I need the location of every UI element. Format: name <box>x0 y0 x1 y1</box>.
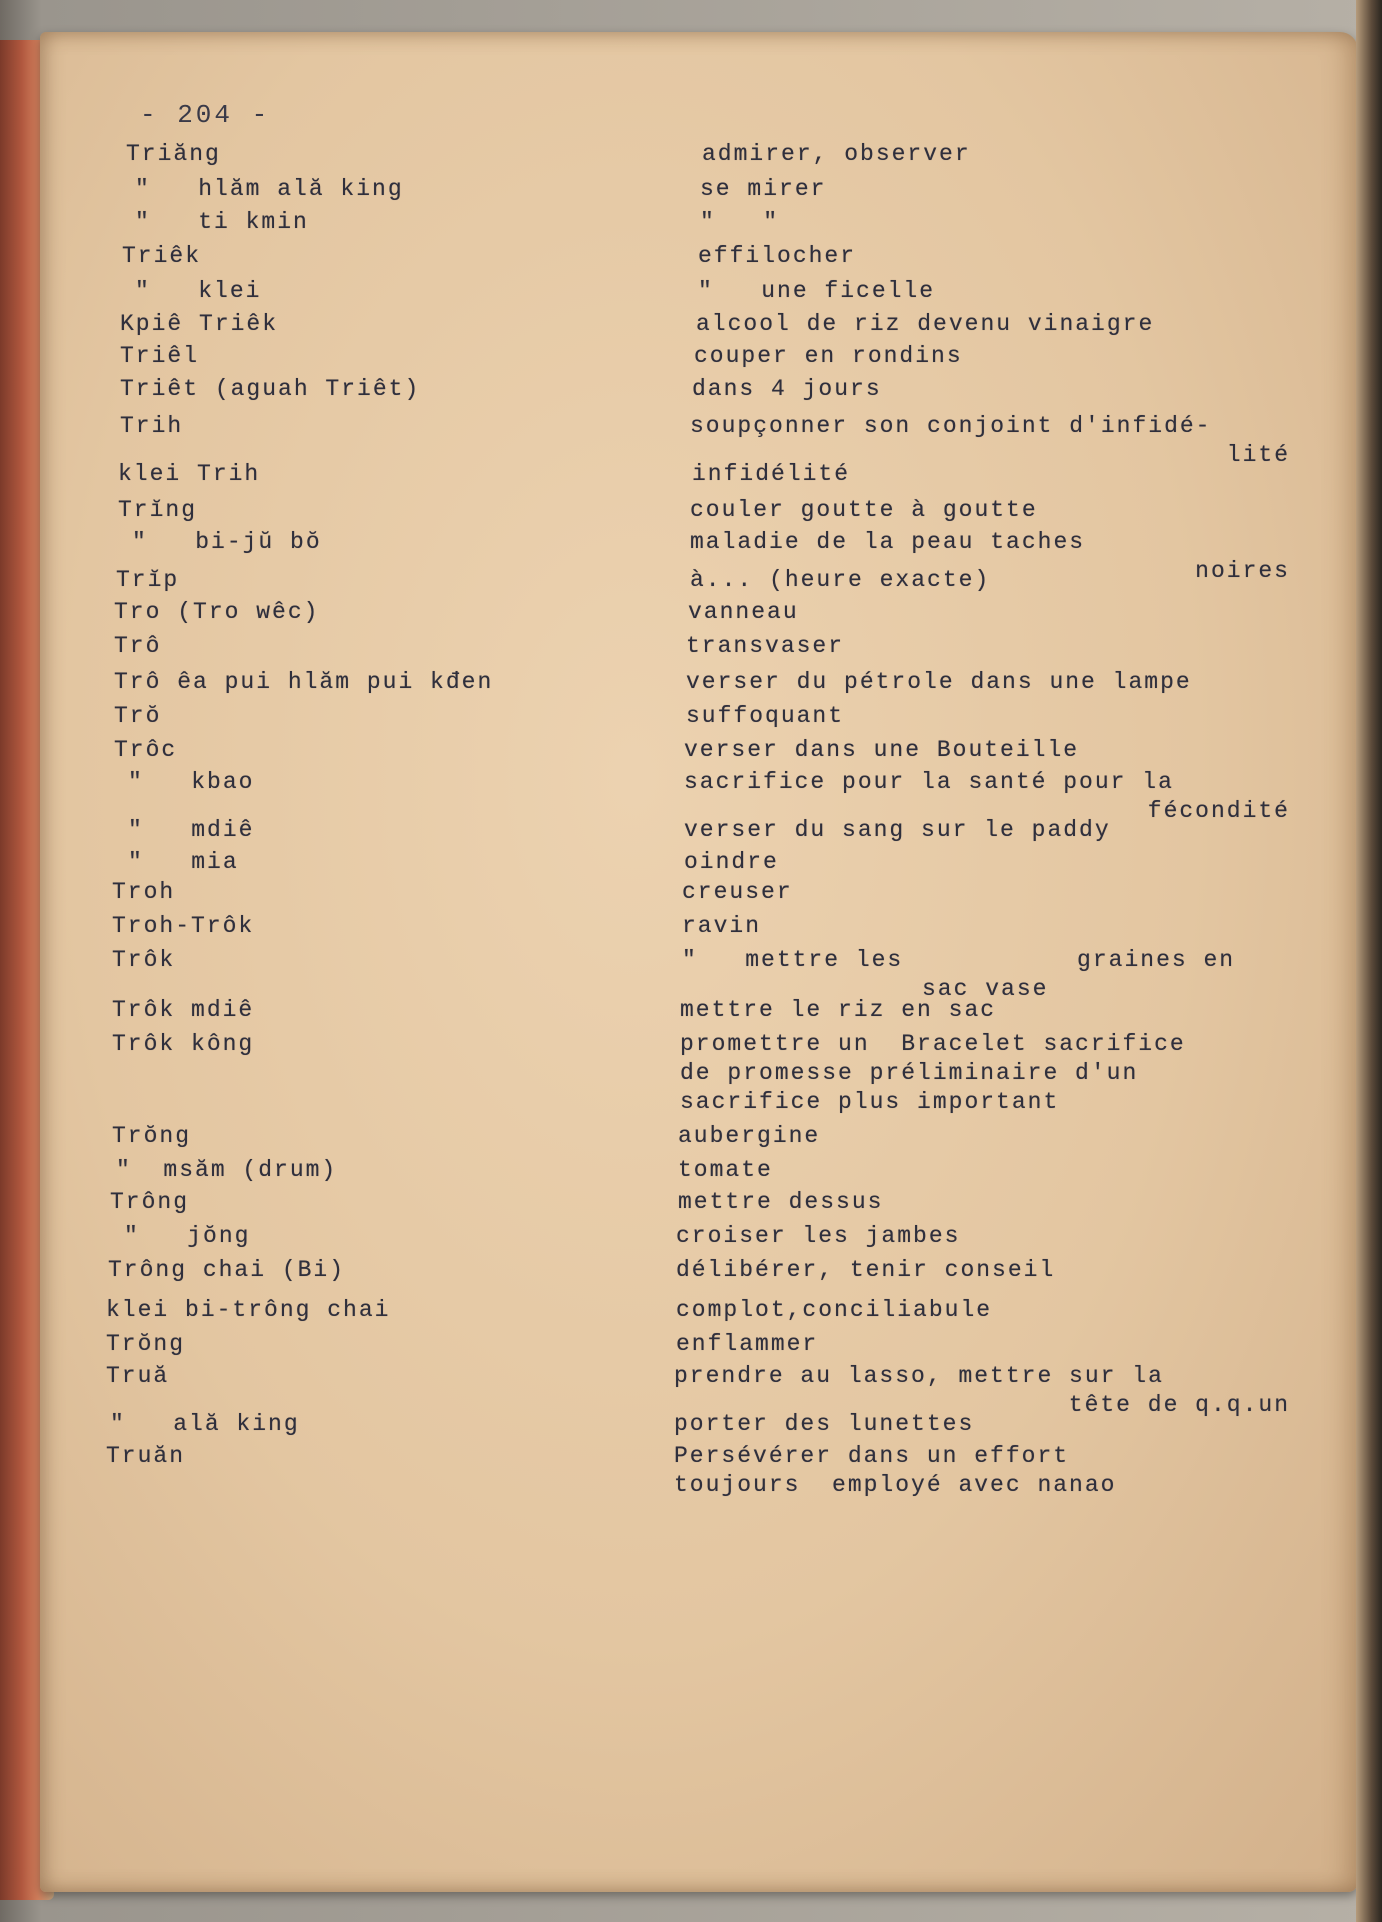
definition-line: mettre le riz en sac <box>680 997 997 1023</box>
definition-line: soupçonner son conjoint d'infidé- <box>690 413 1212 439</box>
definition-line: Persévérer dans un effort <box>674 1443 1070 1469</box>
definition-line: couper en rondins <box>694 343 963 369</box>
next-page-fold <box>1356 0 1382 1922</box>
definition-line: sacrifice pour la santé pour la <box>684 769 1174 795</box>
definition-line: noires <box>1195 558 1290 584</box>
definition-line: verser du pétrole dans une lampe <box>686 669 1192 695</box>
entry-definition <box>694 342 1290 371</box>
entry-definition <box>682 912 1290 941</box>
entry-term: Triêt (aguah Triêt) <box>120 376 421 402</box>
entry-definition <box>696 310 1290 339</box>
entry-definition <box>688 598 1290 627</box>
entry-definition <box>690 566 1290 595</box>
entry-term: Trĭng <box>118 497 198 523</box>
definition-line: creuser <box>682 879 793 905</box>
entry-definition <box>676 1296 1290 1325</box>
definition-line: verser dans une Bouteille <box>684 737 1080 763</box>
entry-definition <box>678 1156 1290 1185</box>
entry-term: Trôk mdiê <box>112 997 255 1023</box>
entry-term: Truăn <box>106 1443 186 1469</box>
entry-definition <box>690 496 1290 525</box>
definition-line: promettre un Bracelet sacrifice <box>680 1031 1186 1057</box>
definition-line: sac vase <box>922 976 1049 1002</box>
definition-line: infidélité <box>692 461 851 487</box>
entry-term: " msăm (drum) <box>116 1157 338 1183</box>
definition-line: transvaser <box>686 633 845 659</box>
entry-term: Triăng <box>126 141 221 167</box>
dictionary-entries <box>40 32 1358 1892</box>
definition-line: suffoquant <box>686 703 845 729</box>
entry-definition <box>684 848 1290 877</box>
definition-line: oindre <box>684 849 779 875</box>
definition-line: lité <box>1226 442 1290 468</box>
entry-definition <box>700 175 1290 204</box>
page-number: - 204 - <box>140 100 271 130</box>
entry-definition <box>680 1030 1290 1117</box>
entry-definition <box>676 1222 1290 1251</box>
entry-definition <box>686 702 1290 731</box>
definition-line: tête de q.q.un <box>1068 1392 1290 1418</box>
entry-term: Trôk <box>112 947 176 973</box>
definition-line: prendre au lasso, mettre sur la <box>674 1363 1164 1389</box>
definition-line: se mirer <box>700 176 827 202</box>
definition-line: mettre dessus <box>678 1189 884 1215</box>
entry-term: " ală king <box>110 1411 300 1437</box>
definition-line: " mettre les graines en <box>682 947 1236 973</box>
definition-line: " " <box>700 209 780 235</box>
entry-term: Troh <box>112 879 176 905</box>
entry-definition <box>700 208 1290 237</box>
entry-definition <box>692 375 1290 404</box>
entry-term: Trô êa pui hlăm pui kđen <box>114 669 494 695</box>
entry-term: " mia <box>128 849 239 875</box>
entry-definition <box>676 1256 1290 1285</box>
entry-term: Trŏ <box>114 703 162 729</box>
entry-definition <box>684 736 1290 765</box>
definition-line: complot,conciliabule <box>676 1297 993 1323</box>
entry-term: Kpiê Triêk <box>120 311 279 337</box>
definition-line: croiser les jambes <box>676 1223 961 1249</box>
definition-line: à... (heure exacte) <box>690 567 991 593</box>
entry-definition <box>684 816 1290 845</box>
entry-term: klei bi-trông chai <box>106 1297 391 1323</box>
entry-term: Trô <box>114 633 162 659</box>
definition-line: alcool de riz devenu vinaigre <box>696 311 1155 337</box>
entry-definition <box>676 1330 1290 1359</box>
definition-line: sacrifice plus important <box>680 1089 1060 1115</box>
definition-line: effilocher <box>698 243 857 269</box>
definition-line: fécondité <box>1147 798 1290 824</box>
definition-line: couler goutte à goutte <box>690 497 1038 523</box>
entry-term: Trih <box>120 413 184 439</box>
entry-term: Tro (Tro wêc) <box>114 599 320 625</box>
definition-line: aubergine <box>678 1123 821 1149</box>
definition-line: de promesse préliminaire d'un <box>680 1060 1139 1086</box>
definition-line: enflammer <box>676 1331 819 1357</box>
entry-term: Trĭp <box>116 567 180 593</box>
entry-definition <box>698 242 1290 271</box>
entry-term: klei Trih <box>118 461 261 487</box>
entry-definition <box>702 140 1290 169</box>
definition-line: délibérer, tenir conseil <box>676 1257 1056 1283</box>
entry-term: Trŏng <box>112 1123 192 1149</box>
entry-term: Trông <box>110 1189 190 1215</box>
entry-definition <box>678 1122 1290 1151</box>
entry-definition <box>674 1442 1290 1500</box>
entry-term: Trông chai (Bi) <box>108 1257 346 1283</box>
entry-definition <box>682 878 1290 907</box>
entry-term: Trôc <box>114 737 178 763</box>
entry-term: Truă <box>106 1363 170 1389</box>
definition-line: maladie de la peau taches <box>690 529 1086 555</box>
entry-definition <box>692 460 1290 489</box>
entry-term: " jŏng <box>124 1223 251 1249</box>
entry-definition <box>680 996 1290 1025</box>
definition-line: tomate <box>678 1157 773 1183</box>
entry-term: Trôk kông <box>112 1031 255 1057</box>
entry-term: Triêl <box>120 343 200 369</box>
book-page <box>40 32 1358 1892</box>
definition-line: admirer, observer <box>702 141 971 167</box>
entry-definition <box>686 632 1290 661</box>
definition-line: ravin <box>682 913 762 939</box>
definition-line: porter des lunettes <box>674 1411 975 1437</box>
definition-line: toujours employé avec nanao <box>674 1472 1117 1498</box>
definition-line: " une ficelle <box>698 278 936 304</box>
entry-term: " bi-jŭ bŏ <box>132 529 322 555</box>
entry-definition <box>678 1188 1290 1217</box>
entry-definition <box>686 668 1290 697</box>
entry-term: Trŏng <box>106 1331 186 1357</box>
entry-term: Troh-Trôk <box>112 913 255 939</box>
entry-term: " kbao <box>128 769 255 795</box>
entry-term: " mdiê <box>128 817 255 843</box>
definition-line: verser du sang sur le paddy <box>684 817 1111 843</box>
entry-definition <box>698 277 1290 306</box>
entry-term: " ti kmin <box>135 209 309 235</box>
definition-line: vanneau <box>688 599 799 625</box>
entry-term: " hlăm ală king <box>135 176 404 202</box>
entry-definition <box>674 1410 1290 1439</box>
definition-line: dans 4 jours <box>692 376 882 402</box>
entry-term: " klei <box>135 278 262 304</box>
entry-term: Triêk <box>122 243 202 269</box>
